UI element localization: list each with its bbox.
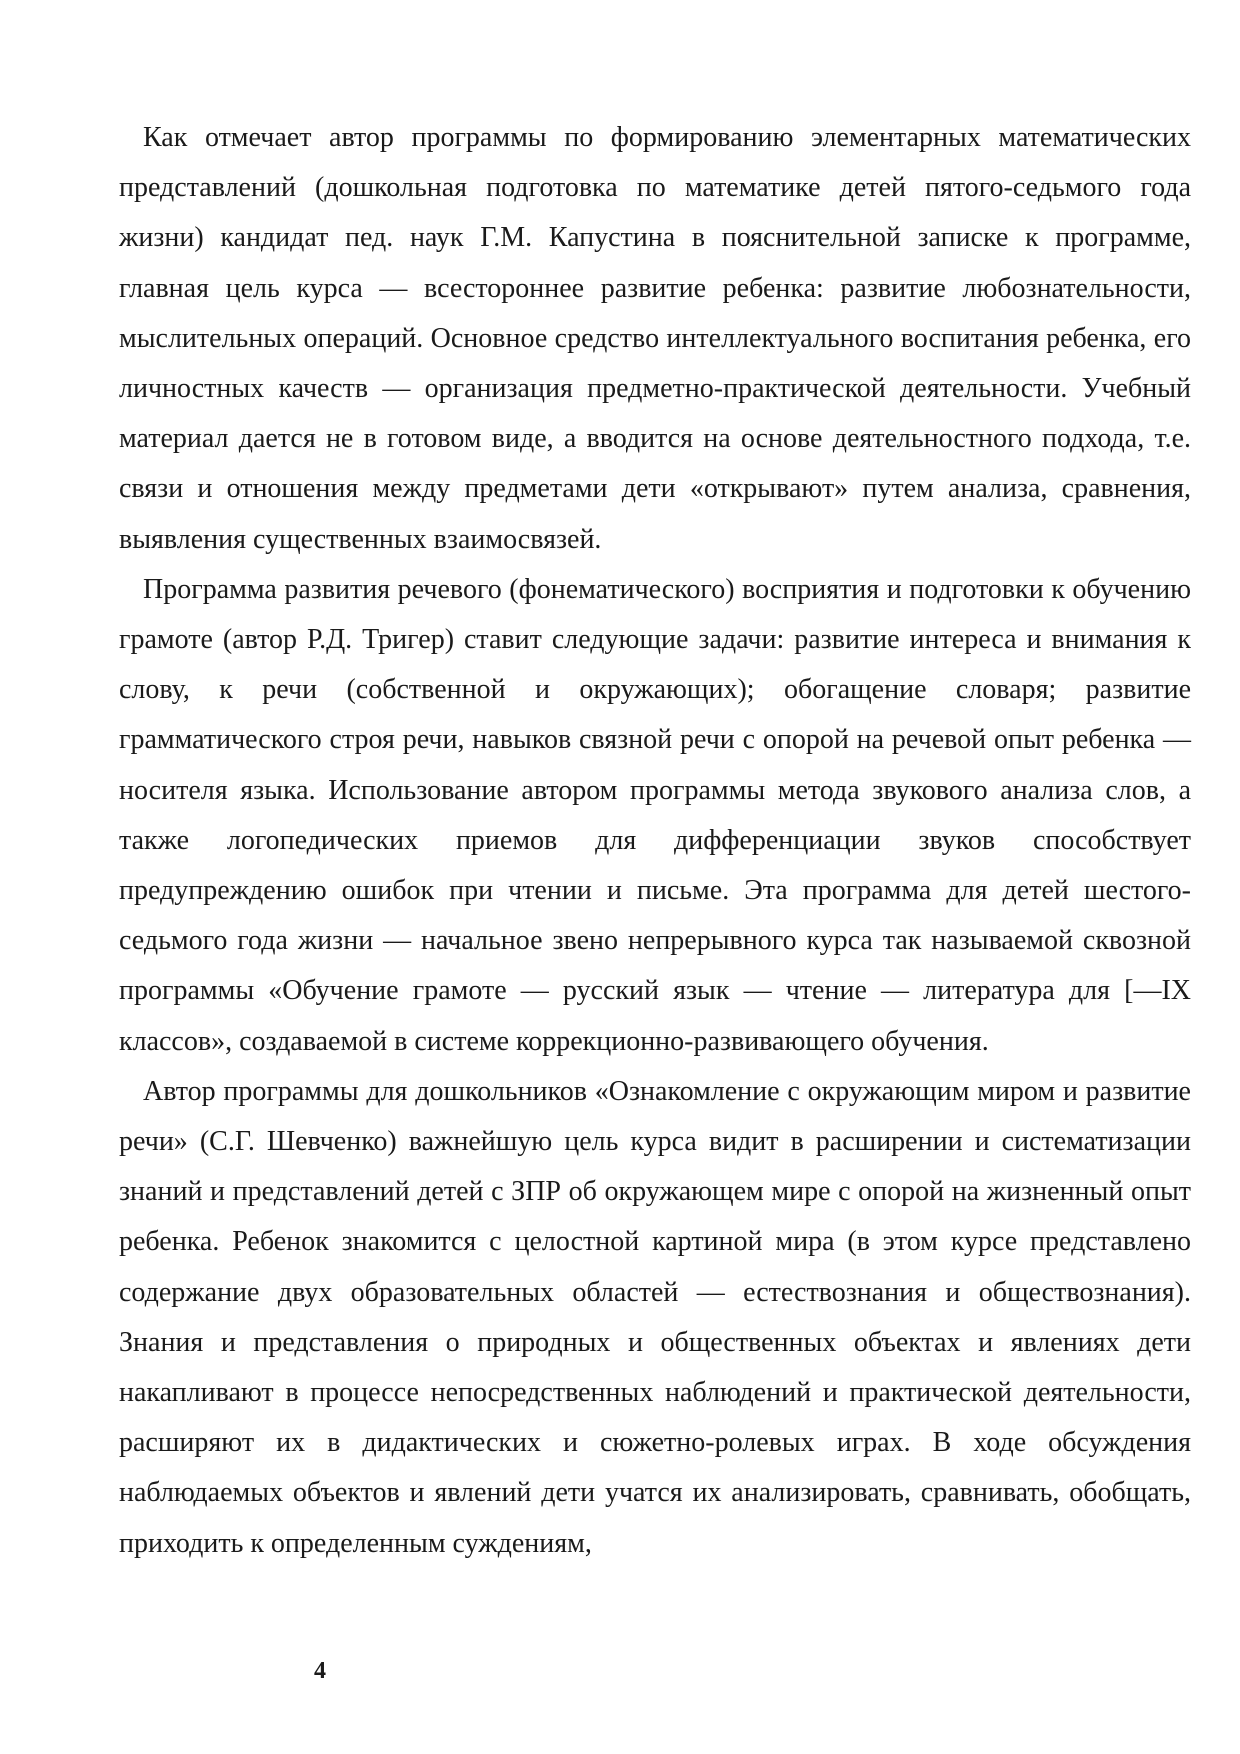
page-number: 4 — [314, 1658, 326, 1684]
body-text — [119, 113, 1191, 1569]
paragraph-world-program: Автор программы для дошкольников «Ознакомление с окружающим миром и развитие речи» (С.Г. Шевченко) важнейшую цель курса видит в расширении и систематизации знаний и представлений детей с ЗПР об окружающем мире с опорой на жизненный опыт ребенка. Ребенок знакомится с целостной картиной мира (в этом курсе представлено содержание двух образовательных областей — естествознания и обществознания). Знания и представления о природных и общественных объектах и явлениях дети накапливают в процессе непосредственных наблюдений и практической деятельности, расширяют их в дидактических и сюжетно-ролевых играх. В ходе обсуждения наблюдаемых объектов и явлений дети учатся их анализировать, сравнивать, обобщать, приходить к определенным суждениям, — [119, 1075, 1191, 1559]
paragraph-math-program: Как отмечает автор программы по формированию элементарных математических представлений (дошкольная подготовка по математике детей пятого-седьмого года жизни) кандидат пед. наук Г.М. Капустина в пояснительной записке к программе, главная цель курса — всестороннее развитие ребенка: развитие любознательности, мыслительных операций. Основное средство интеллектуального воспитания ребенка, его личностных качеств — организация предметно-практической деятельности. Учебный материал дается не в готовом виде, а вводится на основе деятельностного подхода, т.е. связи и отношения между предметами дети «открывают» путем анализа, сравнения, выявления существенных взаимосвязей. — [119, 122, 1191, 555]
paragraph-literacy-program: Программа развития речевого (фонематического) восприятия и подготовки к обучению грамоте (автор Р.Д. Тригер) ставит следующие задачи: развитие интереса и внимания к слову, к речи (собственной и окружающих); обогащение словаря; развитие грамматического строя речи, навыков связной речи с опорой на речевой опыт ребенка — носителя языка. Использование автором программы метода звукового анализа слов, а также логопедических приемов для дифференциации звуков способствует предупреждению ошибок при чтении и письме. Эта программа для детей шестого-седьмого года жизни — начальное звено непрерывного курса так называемой сквозной программы «Обучение грамоте — русский язык — чтение — литература для [—IX классов», создаваемой в системе коррекционно-развивающего обучения. — [119, 573, 1191, 1057]
